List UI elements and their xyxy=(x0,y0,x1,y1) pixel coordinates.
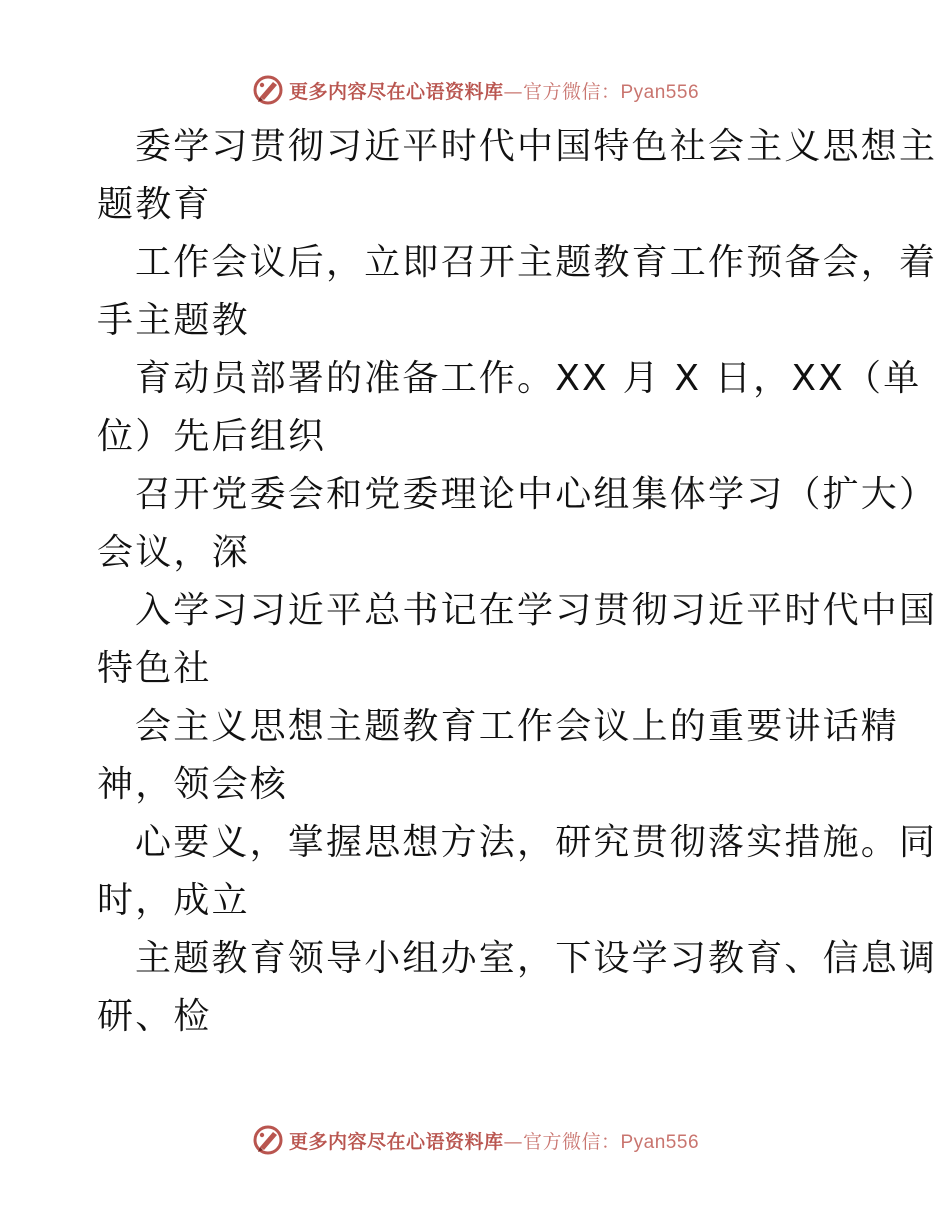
text-line: 研、检 xyxy=(97,996,212,1037)
text-line: 入学习习近平总书记在学习贯彻习近平时代中国 xyxy=(135,590,938,631)
text-line: 神，领会核 xyxy=(97,764,289,805)
text-line: 手主题教 xyxy=(97,300,250,341)
text-line: 召开党委会和党委理论中心组集体学习（扩大） xyxy=(135,474,938,515)
text-line: 时，成立 xyxy=(97,880,250,921)
document-body xyxy=(97,118,938,1046)
header-watermark xyxy=(0,70,950,110)
text-line: 位）先后组织 xyxy=(97,416,327,457)
text-line: 会议，深 xyxy=(97,532,250,573)
text-line: 特色社 xyxy=(97,648,212,689)
text-line: 主题教育领导小组办室，下设学习教育、信息调 xyxy=(135,938,938,979)
text-line: 会主义思想主题教育工作会议上的重要讲话精 xyxy=(135,706,900,747)
text-line: 题教育 xyxy=(97,184,212,225)
text-line: 委学习贯彻习近平时代中国特色社会主义思想主 xyxy=(135,126,938,167)
watermark-text: 更多内容尽在心语资料库—官方微信：Pyan556 xyxy=(288,1130,700,1153)
footer-watermark xyxy=(0,1120,950,1160)
watermark-text: 更多内容尽在心语资料库—官方微信：Pyan556 xyxy=(288,80,700,103)
text-line: 工作会议后，立即召开主题教育工作预备会，着 xyxy=(135,242,938,283)
text-line: 心要义，掌握思想方法，研究贯彻落实措施。同 xyxy=(135,822,938,863)
text-line: 育动员部署的准备工作。XX 月 X 日，XX（单 xyxy=(135,358,922,399)
pen-logo-icon xyxy=(251,1123,285,1157)
pen-logo-icon xyxy=(251,73,285,107)
